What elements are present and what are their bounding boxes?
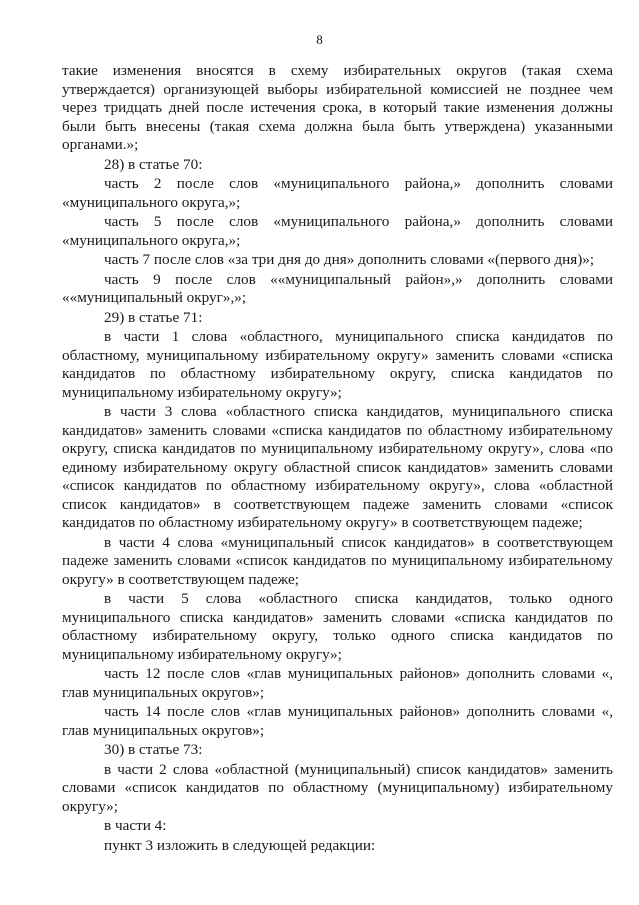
- document-body: [62, 62, 613, 856]
- paragraph: в части 3 слова «областного списка кандидатов, муниципального списка кандидатов» заменить словами «списка кандидатов по областному избирательному округу, списка кандидатов по муниципальному избирательному округу», слова «по единому избирательному округу областной список кандидатов» заменить словами «список кандидатов по областному избирательному округу», слова «областной список кандидатов» в соответствующем падеже заменить словами «список кандидатов по областному избирательному округу» в соответствующем падеже;: [62, 403, 613, 531]
- paragraph-item-30: 30) в статье 73:: [104, 741, 203, 758]
- paragraph: в части 4:: [104, 817, 167, 834]
- paragraph-continuation: такие изменения вносятся в схему избирательных округов (такая схема утверждается) организующей выборы избирательной комиссией не позднее чем через тридцать дней после истечения срока, в который такие изменения должны были быть внесены (такая схема должна была быть утверждена) указанными органами.»;: [62, 62, 613, 153]
- page-number: 8: [316, 32, 323, 47]
- paragraph: часть 5 после слов «муниципального района,» дополнить словами «муниципального округа,»;: [62, 213, 613, 249]
- paragraph: часть 12 после слов «глав муниципальных районов» дополнить словами «, глав муниципальных округов»;: [62, 665, 613, 701]
- paragraph: в части 1 слова «областного, муниципального списка кандидатов по областному, муниципальному избирательному округу» заменить словами «списка кандидатов по областному избирательному округу, списка кандидатов по муниципальному избирательному округу»;: [62, 328, 613, 401]
- paragraph: в части 5 слова «областного списка кандидатов, только одного муниципального списка кандидатов» заменить словами «списка кандидатов по областному избирательному округу, только одного списка кандидатов по муниципальному избирательному округу»;: [62, 590, 613, 663]
- paragraph: пункт 3 изложить в следующей редакции:: [104, 836, 376, 854]
- paragraph: часть 2 после слов «муниципального района,» дополнить словами «муниципального округа,»;: [62, 175, 613, 211]
- paragraph: в части 4 слова «муниципальный список кандидатов» в соответствующем падеже заменить словами «список кандидатов по муниципальному избирательному округу» в соответствующем падеже;: [62, 533, 613, 588]
- paragraph-item-28: 28) в статье 70:: [104, 155, 203, 173]
- paragraph: часть 7 после слов «за три дня до дня» дополнить словами «(первого дня)»;: [104, 251, 595, 268]
- paragraph-item-29: 29) в статье 71:: [104, 308, 203, 326]
- paragraph: часть 14 после слов «глав муниципальных районов» дополнить словами «, глав муниципальных округов»;: [62, 703, 613, 739]
- paragraph: часть 9 после слов ««муниципальный район»,» дополнить словами ««муниципальный округ»,»;: [62, 270, 613, 306]
- paragraph: в части 2 слова «областной (муниципальный) список кандидатов» заменить словами «список кандидатов по областному (муниципальному) избирательному округу»;: [62, 760, 613, 815]
